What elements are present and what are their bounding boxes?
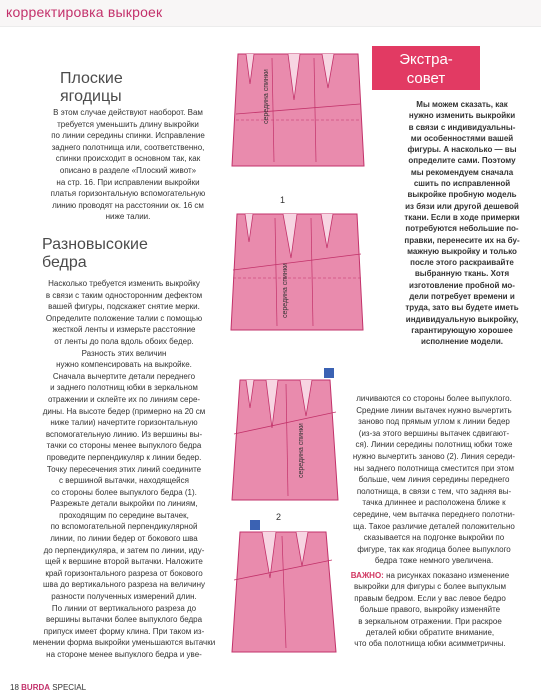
- paragraph-line: требуется уменьшить длину выкройки: [57, 119, 199, 129]
- paragraph-line: припуск имеет форму клина. При таком из-: [43, 626, 205, 636]
- extra-line: нужно изменить выкройки: [408, 111, 516, 121]
- paragraph-line: середине, чем вытачка переднего полотни-: [353, 509, 515, 519]
- paragraph-line: край горизонтального разреза от бокового: [45, 568, 203, 578]
- extra-line: правки, перенесите их на бу-: [404, 235, 520, 245]
- paragraph-line: со стороны более выпуклого бедра (1).: [51, 487, 197, 497]
- extra-line: мажную выкройку и только: [407, 246, 517, 256]
- important-text: больше правого, выкройку изменяйте: [359, 605, 501, 615]
- paragraph-line: с вершиной вытачки, находящейся: [59, 476, 189, 486]
- back-center-label-a: середина спинки: [263, 69, 270, 124]
- paragraph-line: на стр. 16. При исправлении выкройки: [56, 177, 200, 187]
- back-center-label-b: середина спинки: [282, 263, 289, 318]
- extra-line: индивидуальную выкройку,: [405, 314, 519, 324]
- page-footer: [10, 683, 86, 692]
- paragraph-line: заднего полотнища или, соответственно,: [51, 142, 205, 152]
- paragraph-line: заново под прямым углом к линии бедер: [358, 417, 510, 427]
- paragraph-line: в связи с таким односторонним дефектом: [45, 290, 203, 300]
- extra-line: Мы можем сказать, как: [416, 100, 508, 109]
- paragraph-line: фигуре, так как ягодица более выпуклого: [357, 544, 511, 554]
- paragraph-line: Разность этих величин: [81, 348, 167, 358]
- paragraph-line: тачки со стороны менее выпуклого бедра: [46, 441, 202, 451]
- paragraph-line: щей к вершине второй вытачки. Наложите: [45, 557, 203, 567]
- extra-line: потребуются небольшие по-: [405, 224, 519, 234]
- extra-title-line: Экстра-: [399, 51, 453, 68]
- paragraph-line: проходящим по середине вытачек,: [59, 510, 189, 520]
- extra-line: дели потребует времени и: [409, 292, 515, 302]
- paragraph-line: описано в разделе «Плоский живот»: [59, 165, 197, 175]
- extra-line: изготовление пробной мо-: [409, 280, 515, 290]
- paragraph-line: линию проводят на расстоянии ок. 16 см: [52, 200, 204, 210]
- back-center-label-c: середина спинки: [298, 423, 305, 478]
- extra-line: в связи с индивидуальны-: [408, 122, 516, 132]
- extra-line: гарантирующую хорошее: [411, 325, 513, 335]
- paragraph-line: Разрежьте детали выкройки по линиям,: [50, 499, 198, 509]
- important-line: [340, 638, 520, 649]
- paragraph-line: разности полученных измерений длин.: [51, 592, 197, 602]
- paragraph-line: По линии от вертикального разреза до: [51, 603, 197, 613]
- paragraph-line: ся). Линии середины полотнищ юбки тоже: [355, 440, 513, 450]
- paragraph-line: до перпендикуляра, и затем по линии, иду-: [43, 545, 205, 555]
- paragraph-line: жесткой ленты и измерьте расстояние: [52, 325, 196, 335]
- extra-line: ткани. Если в ходе примерки: [404, 212, 520, 222]
- footer-suffix: SPECIAL: [52, 683, 87, 692]
- paragraph-line: В этом случае действуют наоборот. Вам: [53, 108, 203, 117]
- paragraph-line: от ленты до пола вдоль обоих бедер.: [54, 336, 194, 346]
- section-title-line: Плоские: [60, 70, 123, 87]
- important-line: [340, 581, 520, 592]
- paragraph-line: ны заднего полотнища сместится при этом: [353, 463, 514, 473]
- extra-title-line: совет: [406, 70, 446, 87]
- extra-line: после этого раскраивайте: [410, 258, 514, 268]
- paragraph-line: на стороне менее выпуклого бедра и уве-: [46, 650, 202, 659]
- extra-line: выкройке пробную модель: [407, 190, 517, 200]
- paragraph-line: нужно вычертить заново (2). Линия середи-: [352, 451, 516, 461]
- paragraph-line: проведите перпендикуляр к линии бедер.: [46, 452, 202, 462]
- pattern-figure-2b: [226, 520, 342, 660]
- paragraph-line: нужно компенсировать на выкройке.: [56, 360, 192, 370]
- section1-paragraph: [40, 107, 216, 223]
- paragraph-line: отражении и склейте их по линиям сере-: [47, 394, 201, 404]
- section-title-uneven-hips: [42, 236, 192, 272]
- figure-label-2: 2: [276, 512, 282, 522]
- continuation-paragraph: [340, 393, 528, 567]
- section-title-line: бедра: [42, 254, 87, 271]
- pattern-figure-1: [225, 206, 370, 338]
- extra-line: ми особенностями вашей: [410, 133, 514, 143]
- extra-line: из бязи или другой дешевой: [405, 201, 519, 211]
- paragraph-line: и заднего полотнищ юбки в зеркальном: [50, 383, 198, 393]
- important-text: что оба полотнища юбки асимметричны.: [354, 639, 506, 649]
- paragraph-line: линии, по линии бедер от бокового шва: [50, 534, 198, 544]
- paragraph-line: сказывается на подгонке выкройки по: [363, 533, 505, 543]
- important-text: в зеркальном отражении. При раскрое: [358, 616, 502, 626]
- paragraph-line: бедра тоже немного увеличена.: [374, 556, 494, 566]
- paragraph-line: Насколько требуется изменить выкройку: [48, 279, 200, 288]
- extra-line: мы рекомендуем сначала: [410, 167, 514, 177]
- section-title-line: Разновысокие: [42, 236, 148, 253]
- section-title-line: ягодицы: [60, 88, 122, 105]
- section2-paragraph: [30, 278, 218, 661]
- paragraph-line: дины. На высоте бедер (примерно на 20 см: [42, 406, 206, 416]
- important-line: [340, 627, 520, 638]
- important-line: [340, 570, 520, 581]
- page-number: 18: [10, 683, 19, 692]
- important-label: ВАЖНО:: [350, 571, 384, 580]
- extra-tip-badge: [372, 46, 480, 90]
- paragraph-line: вершины вытачки более выпуклого бедра: [45, 615, 203, 625]
- paragraph-line: ща. Такое различие деталей положительно: [353, 521, 515, 531]
- paragraph-line: (из-за этого вершины вытачек сдвигают-: [358, 428, 510, 438]
- paragraph-line: вашей фигуры, подскажет снятие мерки.: [48, 302, 200, 312]
- paragraph-line: по линии середины спинки. Исправление: [51, 131, 205, 141]
- important-line: [340, 616, 520, 627]
- pattern-figure-flat: [228, 44, 368, 174]
- paragraph-line: спинки происходит в основном так, как: [55, 154, 201, 164]
- paragraph-line: личиваются со стороны более выпуклого.: [356, 394, 512, 403]
- page-header-title: корректировка выкроек: [6, 4, 163, 20]
- figure-label-1: 1: [280, 195, 286, 205]
- paragraph-line: тачка длиннее и расположена ближе к: [362, 498, 506, 508]
- extra-tip-text: [396, 99, 528, 348]
- extra-line: выбранную ткань. Хотя: [414, 269, 510, 279]
- paragraph-line: ниже талии.: [105, 212, 151, 222]
- important-line: [340, 604, 520, 615]
- paragraph-line: полотнища, в связи с тем, что задняя вы-: [356, 486, 512, 496]
- important-note: [340, 570, 520, 650]
- paragraph-line: Средние линии вытачек нужно вычертить: [356, 405, 512, 415]
- paragraph-line: Точку пересечения этих линий соедините: [46, 464, 202, 474]
- paragraph-line: ниже талии) начертите горизонтальную: [50, 418, 198, 428]
- paragraph-line: вспомогательную линию. Из вершины вы-: [45, 429, 203, 439]
- paragraph-line: менении форма выкройки уменьшаются вытачки: [32, 638, 216, 648]
- important-text: на рисунках показано изменение: [386, 571, 510, 580]
- important-line: [340, 593, 520, 604]
- important-text: выкройки для фигуры с более выпуклым: [354, 582, 506, 592]
- pattern-figure-2a: [226, 368, 344, 508]
- important-text: правым бедром. Если у вас левое бедро: [354, 593, 506, 603]
- extra-line: сшить по исправленной: [413, 179, 511, 189]
- important-text: деталей юбки обратите внимание,: [365, 628, 495, 638]
- extra-line: труда, зато вы будете иметь: [405, 303, 519, 313]
- section-title-flat-buttocks: [60, 70, 180, 106]
- paragraph-line: шва до вертикального разреза на величину: [42, 580, 205, 590]
- extra-line: определите сами. Поэтому: [408, 156, 516, 166]
- paragraph-line: Определите положение талии с помощью: [45, 313, 203, 323]
- extra-line: фигуры. А насколько — вы: [407, 145, 517, 155]
- paragraph-line: по вспомогательной перпендикулярной: [50, 522, 198, 532]
- paragraph-line: Сначала вычертите детали переднего: [52, 371, 196, 381]
- extra-line: исполнение модели.: [420, 337, 503, 347]
- paragraph-line: больше, чем линия середины переднего: [358, 475, 510, 485]
- footer-brand: BURDA: [21, 683, 51, 692]
- paragraph-line: платья горизонтальную вспомогательную: [50, 189, 206, 199]
